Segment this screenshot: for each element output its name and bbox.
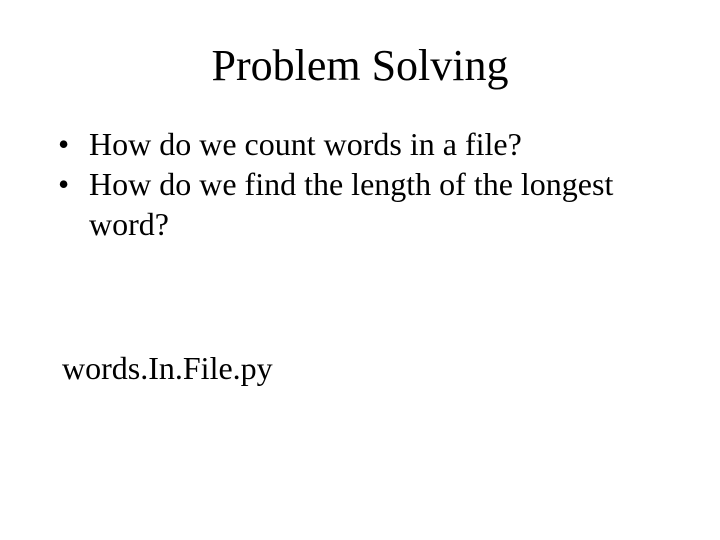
filename-text: words.In.File.py xyxy=(62,350,273,386)
bullet-text: How do we find the length of the longest word? xyxy=(89,166,614,242)
bullet-marker: • xyxy=(58,166,70,202)
bullet-text: How do we count words in a file? xyxy=(89,126,522,162)
bullet-list xyxy=(58,124,678,244)
slide-title: Problem Solving xyxy=(211,41,509,90)
bullet-item xyxy=(58,124,678,164)
bullet-marker: • xyxy=(58,126,70,162)
bullet-item xyxy=(58,164,678,244)
